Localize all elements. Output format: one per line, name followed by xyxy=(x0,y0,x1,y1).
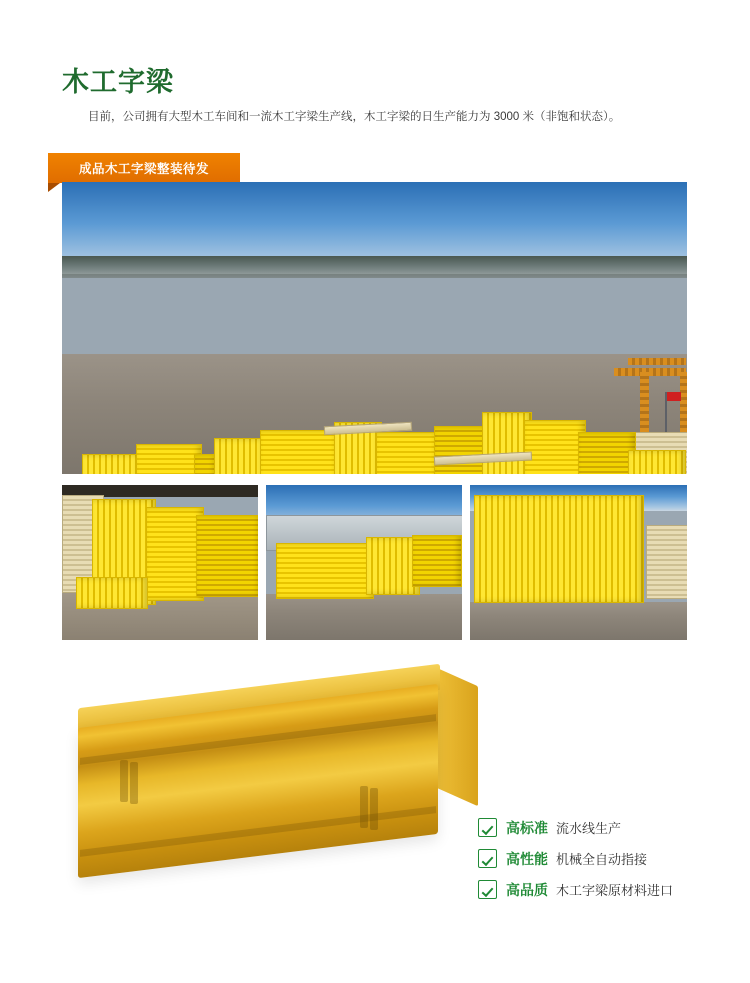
check-icon xyxy=(478,880,497,899)
list-item xyxy=(478,843,728,874)
gantry-crane-beam xyxy=(614,368,686,376)
beam-finger-joint-2 xyxy=(130,762,138,804)
feature-key: 高性能 xyxy=(506,850,548,867)
wood-i-beam-render xyxy=(60,668,480,913)
list-item xyxy=(478,874,728,905)
page-title: 木工字梁 xyxy=(62,67,174,97)
feature-value: 流水线生产 xyxy=(556,821,622,836)
red-flag xyxy=(667,392,681,401)
ground-region xyxy=(266,594,462,640)
caption-ribbon-label: 成品木工字梁整装待发 xyxy=(48,153,240,183)
detail-photo-2 xyxy=(266,485,462,640)
beam-stack-5 xyxy=(260,430,340,474)
check-icon xyxy=(478,849,497,868)
beam-stack-10 xyxy=(524,420,586,474)
ground-region xyxy=(470,602,687,640)
feature-value: 机械全自动指接 xyxy=(556,852,648,867)
beam-finger-joint-3 xyxy=(360,786,368,828)
beam-stack-front xyxy=(276,543,374,599)
caption-ribbon xyxy=(48,153,240,183)
check-icon xyxy=(478,818,497,837)
beam-stack-7 xyxy=(376,432,440,474)
beam-finger-joint-1 xyxy=(120,760,128,802)
detail-photo-1 xyxy=(62,485,258,640)
feature-key: 高品质 xyxy=(506,881,548,898)
gantry-crane-top xyxy=(628,358,686,365)
treeline-region xyxy=(62,256,687,278)
beam-stack-12 xyxy=(628,450,686,474)
ribbon-fold-shape xyxy=(48,183,60,192)
beam-stack-2 xyxy=(136,444,202,474)
beam-finger-joint-4 xyxy=(370,788,378,830)
intro-paragraph: 目前，公司拥有大型木工车间和一流木工字梁生产线，木工字梁的日生产能力为 3000 米（非饱和状态）。 xyxy=(88,111,621,123)
feature-value: 木工字梁原材料进口 xyxy=(556,883,674,898)
beam-stack-low xyxy=(76,577,148,609)
feature-key: 高标准 xyxy=(506,819,548,836)
beam-stack-back xyxy=(196,515,258,597)
beam-stack-back xyxy=(412,535,462,587)
detail-photo-3 xyxy=(470,485,687,640)
feature-list xyxy=(478,812,728,905)
beam-row-standing xyxy=(474,495,644,603)
beam-stack-1 xyxy=(82,454,142,474)
list-item xyxy=(478,812,728,843)
timber-pile-right xyxy=(646,525,687,599)
beam-stack-4 xyxy=(214,438,266,474)
main-yard-photo xyxy=(62,182,687,474)
